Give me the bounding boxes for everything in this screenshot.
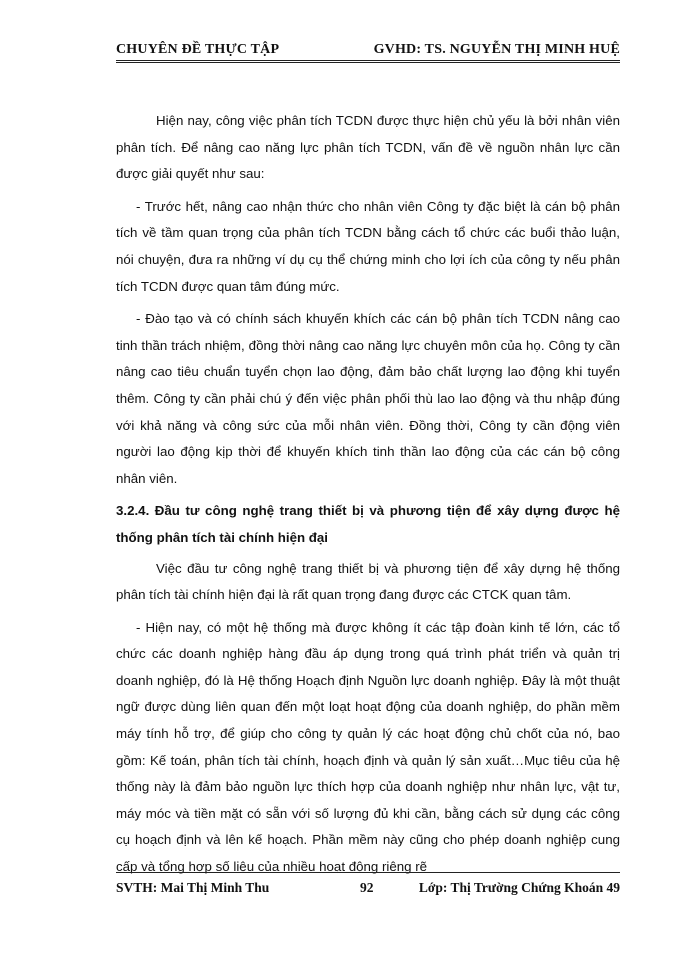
footer-rule: [116, 872, 620, 873]
paragraph-bullet-training: - Đào tạo và có chính sách khuyến khích các cán bộ phân tích TCDN nâng cao tinh thần trách nhiệm, đồng thời nâng cao năng lực chuyên môn của họ. Công ty cần nâng cao tiêu chuẩn tuyển chọn lao động, đảm bảo chất lượng lao động khi tuyển thêm. Công ty cần phải chú ý đến việc phân phối thù lao lao động và thu nhập đúng với khả năng và công sức của mỗi nhân viên. Đồng thời, Công ty cần động viên người lao động kịp thời để khuyến khích tinh thần lao động của các cán bộ công nhân viên.: [116, 311, 620, 486]
footer-class: Lớp: Thị Trường Chứng Khoán 49: [418, 880, 620, 895]
footer-student: SVTH: Mai Thị Minh Thu: [116, 880, 270, 895]
page-number: 92: [360, 880, 374, 895]
paragraph-bullet-awareness: - Trước hết, nâng cao nhận thức cho nhân viên Công ty đặc biệt là cán bộ phân tích về tầm quan trọng của phân tích TCDN bằng cách tổ chức các buổi thảo luận, nói chuyện, đưa ra những ví dụ cụ thể chứng minh cho lợi ích của công ty nếu phân tích TCDN được quan tâm đúng mức.: [116, 198, 620, 294]
paragraph-bullet-erp: - Hiện nay, có một hệ thống mà được không ít các tập đoàn kinh tế lớn, các tổ chức các doanh nghiệp hàng đầu áp dụng trong quá trình phát triển và quản trị doanh nghiệp, đó là Hệ thống Hoạch định Nguồn lực doanh nghiệp. Đây là một thuật ngữ được dùng liên quan đến một loạt hoạt động của doanh nghiệp, do phần mềm máy tính hỗ trợ, để giúp cho công ty quản lý các hoạt động chủ chốt của nó, bao gồm: Kế toán, phân tích tài chính, hoạch định và quản lý sản xuất…Mục tiêu của hệ thống này là đảm bảo nguồn lực thích hợp của doanh nghiệp như nhân lực, vật tư, máy móc và tiền mặt có sẵn với số lượng đủ khi cần, bằng cách sử dụng các công cụ hoạch định và lên kế hoạch. Phần mềm này cũng cho phép doanh nghiệp cung cấp và tổng hợp số liệu của nhiều hoạt động riêng rẽ: [116, 619, 620, 875]
header-supervisor: GVHD: TS. NGUYỄN THỊ MINH HUỆ: [373, 42, 620, 57]
header-rule-double: [116, 62, 620, 63]
body-text: [116, 108, 620, 881]
page-footer: [116, 878, 620, 898]
header-title: CHUYÊN ĐỀ THỰC TẬP: [116, 42, 280, 57]
paragraph-intro: Hiện nay, công việc phân tích TCDN được thực hiện chủ yếu là bởi nhân viên phân tích. Để nâng cao năng lực phân tích TCDN, vấn đề về nguồn nhân lực cần được giải quyết như sau:: [116, 113, 620, 182]
paragraph-investment: Việc đầu tư công nghệ trang thiết bị và phương tiện để xây dựng hệ thống phân tích tài chính hiện đại là rất quan trọng đang được các CTCK quan tâm.: [116, 560, 620, 603]
section-heading: 3.2.4. Đầu tư công nghệ trang thiết bị và phương tiện để xây dựng được hệ thống phân tích tài chính hiện đại: [116, 503, 620, 545]
page-header: [116, 40, 620, 60]
header-rule: [116, 60, 620, 61]
